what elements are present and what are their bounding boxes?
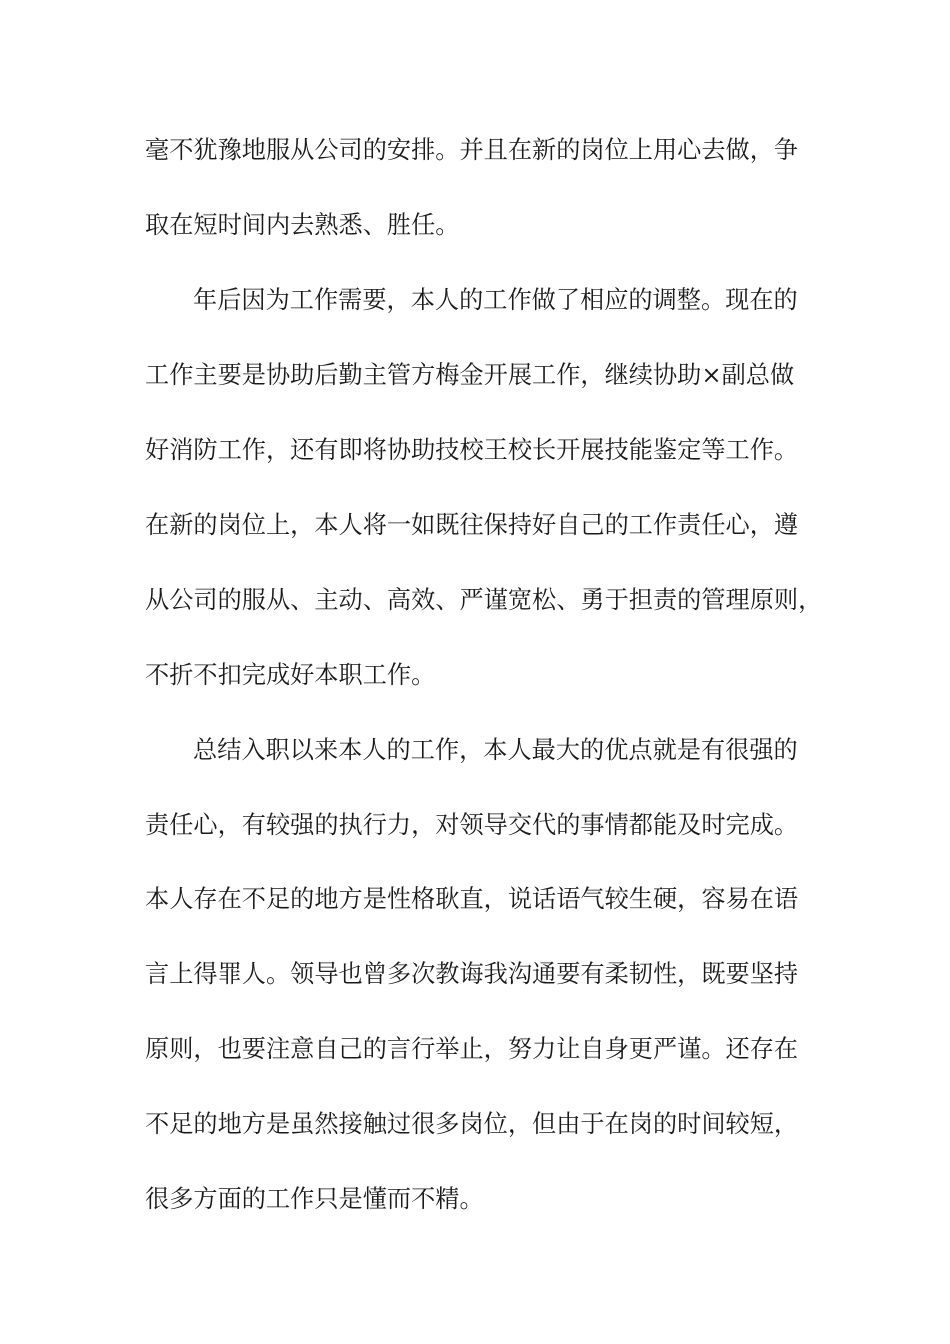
text-line: 责任心，有较强的执行力，对领导交代的事情都能及时完成。	[145, 811, 799, 839]
text-line: 不足的地方是虽然接触过很多岗位，但由于在岗的时间较短，	[145, 1110, 799, 1138]
text-line: 很多方面的工作只是懂而不精。	[145, 1185, 484, 1213]
text-line: 工作主要是协助后勤主管方梅金开展工作，继续协助×副总做	[145, 361, 795, 389]
text-line: 本人存在不足的地方是性格耿直，说话语气较生硬，容易在语	[145, 885, 799, 913]
paragraph-first-line: 总结入职以来本人的工作，本人最大的优点就是有很强的	[193, 736, 798, 764]
text-line: 原则，也要注意自己的言行举止，努力让自身更严谨。还存在	[145, 1035, 799, 1063]
paragraph-first-line: 年后因为工作需要，本人的工作做了相应的调整。现在的	[193, 286, 798, 314]
text-line: 毫不犹豫地服从公司的安排。并且在新的岗位上用心去做，争	[145, 136, 799, 164]
text-line: 在新的岗位上，本人将一如既往保持好自己的工作责任心，遵	[145, 511, 799, 539]
text-line: 取在短时间内去熟悉、胜任。	[145, 211, 460, 239]
text-line: 好消防工作，还有即将协助技校王校长开展技能鉴定等工作。	[145, 436, 799, 464]
text-line: 不折不扣完成好本职工作。	[145, 661, 436, 689]
text-line: 从公司的服从、主动、高效、严谨宽松、勇于担责的管理原则，	[145, 586, 823, 614]
text-line: 言上得罪人。领导也曾多次教诲我沟通要有柔韧性，既要坚持	[145, 960, 799, 988]
